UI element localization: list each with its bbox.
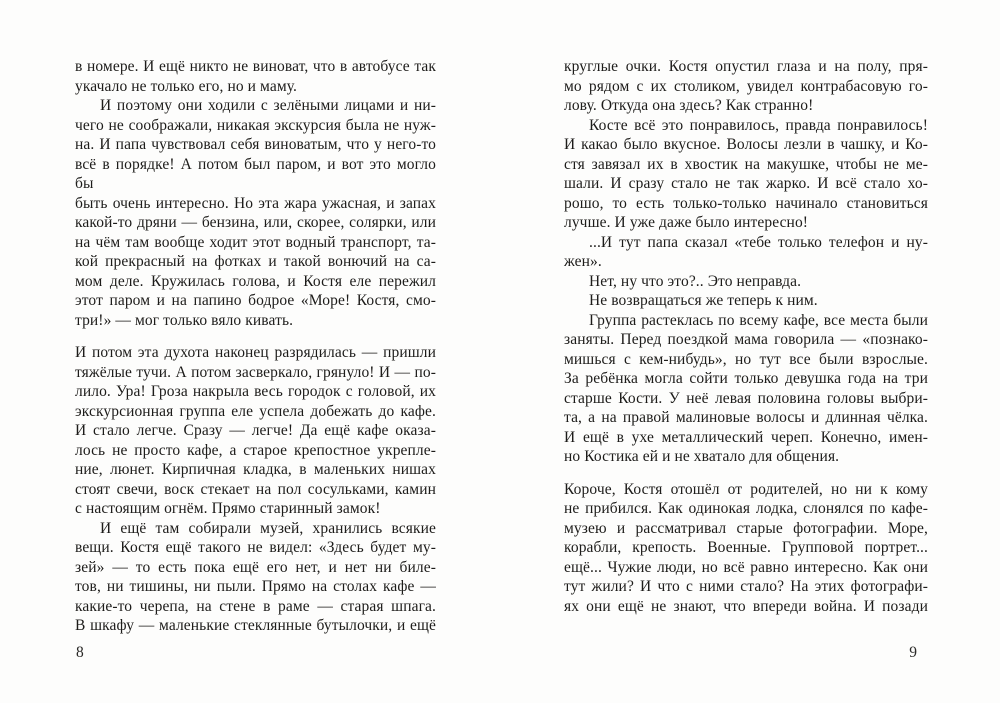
text-line: лучше. И уже даже было интересно! (564, 214, 809, 231)
text-line: рошо, то есть только-только начинало становиться (564, 194, 928, 212)
text-line: заняты. Перед поездкой мама говорила — «познако- (564, 331, 928, 348)
text-line: И поэтому они ходили с зелёными лицами и ни- (100, 97, 436, 114)
text-line: какие-то черепа, на стене в раме — старая шпага. (75, 597, 436, 615)
text-line: тяжёлые тучи. А потом засверкало, грянуло! И — по- (75, 363, 436, 381)
text-line: та, а на правой малиновые волосы и длинная чёлка. (564, 409, 928, 426)
right-page-text (564, 57, 928, 616)
text-line: ние, люнет. Кирпичная кладка, в маленьких нишах (75, 461, 436, 478)
text-line: Группа растеклась по всему кафе, все места были (589, 311, 928, 329)
text-line: чего не соображали, никакая экскурсия была не нуж- (75, 116, 436, 134)
text-line: экскурсионная группа еле успела добежать до кафе. (75, 402, 436, 420)
text-line: какой-то дряни — бензина, или, скорее, солярки, или (75, 214, 436, 231)
text-line: мом деле. Кружилась голова, и Костя еле пережил (75, 272, 436, 290)
text-line: круглые очки. Костя опустил глаза и на полу, пря- (564, 58, 928, 75)
text-line: ещё... Чужие люди, но всё равно интересно. Как они (564, 558, 928, 576)
text-line: в номере. И ещё никто не виноват, что в автобусе так (75, 58, 436, 75)
text-line: мо рядом с их столиком, увидел контрабасовую го- (564, 77, 928, 95)
text-line: И стало легче. Сразу — легче! Да ещё кафе оказа- (75, 422, 436, 439)
text-line: лило. Ура! Гроза накрыла весь городок с головой, их (75, 383, 436, 400)
text-line: быть очень интересно. Но эта жара ужасная, и запах (75, 194, 436, 212)
text-line: кой прекрасный на фотках и такой вонючий на са- (75, 253, 436, 270)
text-line: три!» — мог только вяло кивать. (75, 311, 294, 329)
left-page-text (75, 57, 436, 636)
text-line: мишься с кем-нибудь», но тут все были взрослые. (564, 350, 928, 368)
text-line: с настоящим огнём. Прямо старинный замок! (75, 500, 381, 517)
text-line: Косте всё это понравилось, правда понравилось! (589, 116, 928, 134)
text-line: И ещё в ухе металлический череп. Конечно, имен- (564, 428, 928, 446)
text-line: старше Кости. У неё левая половина головы выбри- (564, 389, 928, 407)
right-page (500, 0, 1000, 703)
text-line: Короче, Костя отошёл от родителей, но ни к кому (564, 480, 928, 498)
text-line: шали. И сразу стало не так жарко. И всё стало хо- (564, 175, 928, 192)
text-line: укачало не только его, но и маму. (75, 77, 298, 95)
text-line: И потом эта духота наконец разрядилась — пришли (75, 344, 436, 361)
text-line: И ещё там собирали музей, хранились всякие (100, 519, 436, 537)
text-line: стя завязал их в хвостик на макушке, чтобы не ме- (564, 155, 928, 173)
text-line: жен». (564, 253, 602, 270)
text-line: За ребёнка могла сойти только девушка года на три (564, 370, 928, 387)
text-line: лову. Откуда она здесь? Как странно! (564, 97, 814, 114)
text-line: Не возвращаться же теперь к ним. (589, 292, 818, 309)
text-line: на. И папа чувствовал себя виноватым, что у него-то (75, 136, 436, 153)
text-line: на чём там вообще ходит этот водный транспорт, та- (75, 233, 436, 251)
page-number-right: 9 (909, 644, 917, 661)
text-line: лось не просто кафе, а старое крепостное укрепле- (75, 441, 436, 459)
text-line: музею и рассматривал старые фотографии. Море, (564, 519, 928, 537)
text-line: корабли, крепость. Военные. Групповой портрет... (564, 539, 928, 556)
text-line: вещи. Костя ещё такого не видел: «Здесь будет му- (75, 539, 436, 556)
text-line: всё в порядке! А потом был паром, и вот это могло бы (75, 155, 436, 192)
text-line: но Костика ей и не хватало для общения. (564, 448, 840, 465)
page-number-left: 8 (76, 644, 84, 661)
text-line: И какао было вкусное. Волосы лезли в чашку, и Ко- (564, 136, 928, 153)
text-line: тов, ни тишины, ни пыли. Прямо на столах кафе — (75, 578, 436, 595)
text-line: ...И тут папа сказал «тебе только телефон и ну- (589, 233, 928, 251)
text-line: тут жили? И что с ними стало? На этих фотографи- (564, 578, 928, 595)
text-line: В шкафу — маленькие стеклянные бутылочки, и ещё (75, 617, 436, 634)
text-line: зей» — то есть пока ещё его нет, и нет ни биле- (75, 558, 436, 576)
text-line: не прибился. Как одинокая лодка, слонялся по кафе- (564, 500, 928, 517)
text-line: Нет, ну что это?.. Это неправда. (589, 272, 802, 290)
text-line: стоят свечи, воск стекает на пол сосульками, камин (75, 480, 436, 498)
text-line: этот паром и на папино бодрое «Море! Костя, смо- (75, 292, 436, 309)
text-line: ях они ещё не знают, что впереди война. И позади (564, 597, 928, 615)
